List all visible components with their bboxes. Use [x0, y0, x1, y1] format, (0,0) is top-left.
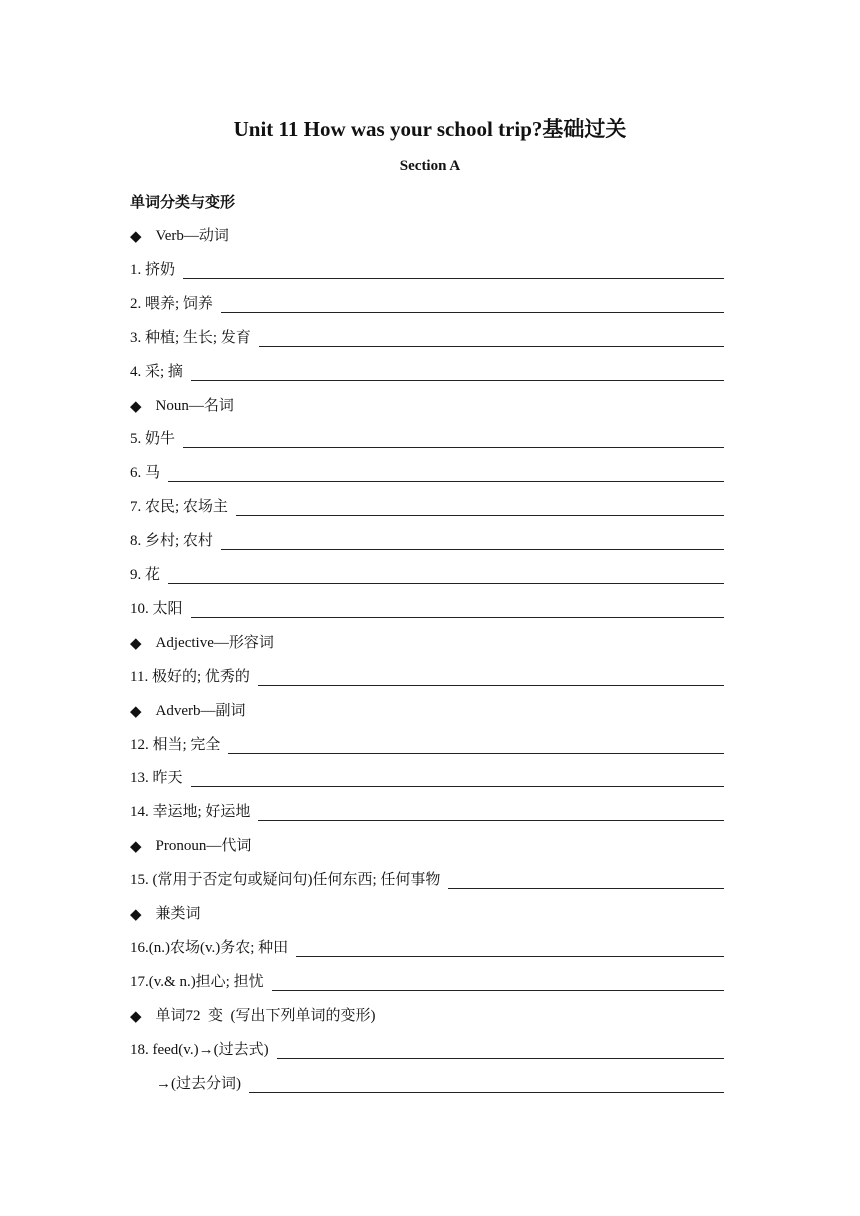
exercise-item: [130, 860, 724, 894]
section-subtitle: Section A: [399, 158, 461, 174]
exercise-item: [130, 453, 724, 487]
item-prompt: 农民; 农场主: [145, 499, 228, 516]
answer-blank[interactable]: [236, 501, 724, 516]
exercise-item: [130, 928, 724, 962]
diamond-bullet-icon: ◆: [130, 837, 142, 856]
category-label: Verb—动词: [155, 228, 229, 244]
item-prompt: 喂养; 饲养: [145, 295, 213, 312]
item-number: 8.: [130, 533, 145, 550]
item-number: 2.: [130, 295, 145, 312]
item-number: 12.: [130, 736, 153, 753]
item-number: 14.: [130, 804, 153, 821]
answer-blank[interactable]: [448, 874, 724, 889]
exercise-item: [130, 318, 724, 352]
answer-blank[interactable]: [191, 772, 724, 787]
item-number: 5.: [130, 431, 145, 448]
item-number: 7.: [130, 499, 145, 516]
category-label: Noun—名词: [155, 397, 234, 414]
exercise-item: [130, 1030, 724, 1064]
diamond-bullet-icon: ◆: [130, 227, 142, 245]
item-number: 13.: [130, 770, 153, 787]
answer-blank[interactable]: [183, 264, 724, 279]
answer-blank[interactable]: [228, 739, 724, 754]
item-prompt: 乡村; 农村: [145, 533, 213, 550]
exercise-item: [130, 1064, 724, 1098]
category-heading: [130, 826, 724, 860]
exercise-item: [130, 589, 724, 623]
diamond-bullet-icon: ◆: [130, 1006, 142, 1025]
item-number: 9.: [130, 567, 145, 583]
category-heading: [130, 623, 724, 657]
item-prompt: (v.& n.)担心; 担忧: [148, 973, 264, 990]
item-number: 4.: [130, 363, 145, 380]
answer-blank[interactable]: [168, 467, 724, 482]
category-heading: [130, 691, 724, 725]
category-heading: [130, 216, 724, 250]
answer-blank[interactable]: [272, 976, 724, 991]
exercise-item: [130, 758, 724, 792]
exercise-item: [130, 419, 724, 453]
item-number: 3.: [130, 329, 145, 346]
category-label: Adverb—副词: [155, 702, 246, 719]
category-label: 兼类词: [155, 906, 201, 922]
answer-blank[interactable]: [168, 569, 724, 584]
exercise-item: [130, 250, 724, 284]
category-heading: [130, 996, 724, 1030]
exercise-item: [130, 657, 724, 691]
exercise-item: [130, 725, 724, 759]
answer-blank[interactable]: [277, 1044, 724, 1059]
item-number: 17.: [130, 973, 149, 990]
item-prompt: 挤奶: [145, 261, 176, 278]
answer-blank[interactable]: [258, 671, 724, 686]
item-number: 1.: [130, 261, 145, 278]
item-prompt: 马: [145, 465, 161, 482]
answer-blank[interactable]: [191, 603, 724, 618]
item-number: 18.: [130, 1041, 153, 1058]
category-heading: [130, 894, 724, 928]
answer-blank[interactable]: [249, 1078, 724, 1093]
exercise-item: [130, 962, 724, 996]
item-number: 11.: [130, 668, 152, 685]
exercise-item: [130, 792, 724, 826]
diamond-bullet-icon: ◆: [130, 396, 142, 415]
section-heading: 单词分类与变形: [130, 193, 236, 211]
item-prompt: 极好的; 优秀的: [151, 668, 250, 685]
item-prompt: (n.)农场(v.)务农; 种田: [148, 939, 289, 956]
diamond-bullet-icon: ◆: [130, 905, 142, 923]
answer-blank[interactable]: [221, 535, 724, 550]
exercise-item: [130, 521, 724, 555]
exercise-item: [130, 555, 724, 589]
category-label: Adjective—形容词: [155, 634, 274, 651]
page-title: Unit 11 How was your school trip?基础过关: [233, 117, 627, 141]
item-prompt: feed(v.)→(过去式): [152, 1041, 269, 1058]
item-number: 16.: [130, 939, 149, 956]
answer-blank[interactable]: [259, 332, 724, 347]
answer-blank[interactable]: [221, 298, 724, 313]
exercise-item: [130, 352, 724, 386]
item-prompt: 采; 摘: [145, 363, 183, 380]
item-prompt: 幸运地; 好运地: [152, 804, 251, 821]
item-number: 6.: [130, 465, 145, 482]
item-prompt: 相当; 完全: [152, 736, 221, 753]
item-prompt: 昨天: [152, 770, 183, 787]
item-number: 10.: [130, 600, 153, 617]
exercise-item: [130, 487, 724, 521]
answer-blank[interactable]: [183, 433, 724, 448]
item-prompt: 太阳: [152, 600, 183, 617]
item-prompt: 花: [145, 567, 161, 583]
item-prompt: (常用于否定句或疑问句)任何东西; 任何事物: [152, 872, 441, 889]
category-label: 单词72 变 (写出下列单词的变形): [155, 1007, 376, 1024]
answer-blank[interactable]: [191, 366, 724, 381]
answer-blank[interactable]: [258, 806, 724, 821]
item-prompt: 种植; 生长; 发育: [145, 329, 251, 346]
answer-blank[interactable]: [296, 942, 724, 957]
item-prompt: →(过去分词): [156, 1075, 241, 1092]
diamond-bullet-icon: ◆: [130, 701, 142, 720]
exercise-item: [130, 284, 724, 318]
item-prompt: 奶牛: [145, 431, 176, 448]
item-number: 15.: [130, 872, 153, 889]
category-heading: [130, 386, 724, 420]
category-label: Pronoun—代词: [155, 838, 252, 855]
diamond-bullet-icon: ◆: [130, 633, 142, 652]
